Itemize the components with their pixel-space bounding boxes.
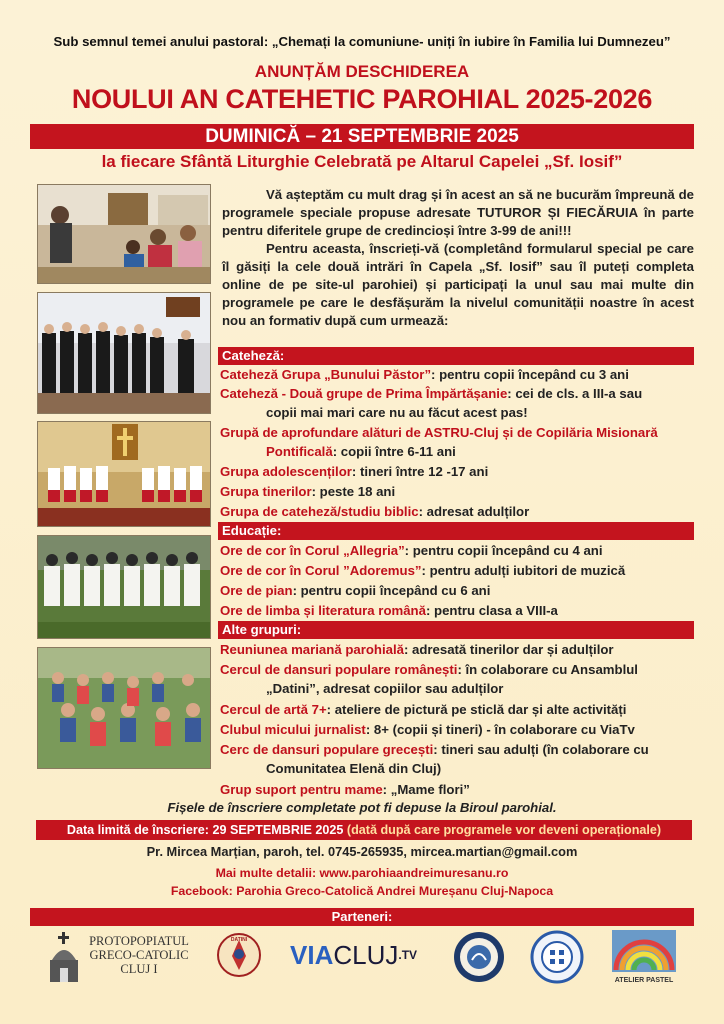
date-banner: DUMINICĂ – 21 SEPTEMBRIE 2025: [30, 124, 694, 149]
logo-protopopiat: [46, 930, 196, 984]
partners-heading: Parteneri:: [30, 908, 694, 926]
protopopiat-line-1: PROTOPOPIATUL: [89, 934, 189, 948]
viacluj-via: VIA: [290, 940, 334, 970]
list-item: Ore de cor în Corul ”Adoremus”: pentru adulți iubitori de muzică: [220, 563, 626, 578]
forms-note: Fișele de înscriere completate pot fi depuse la Biroul parohial.: [167, 800, 557, 815]
church-icon: [46, 930, 82, 984]
intro-text: [222, 186, 694, 330]
list-item: Cercul de artă 7+: ateliere de pictură pe sticlă dar și alte activități: [220, 702, 627, 717]
list-item: Cateheză Grupa „Bunului Păstor”: pentru copii începând cu 3 ani: [220, 367, 629, 382]
photo-folk-dance-group: [37, 535, 211, 639]
list-item: Cerc de dansuri populare grecești: tineri sau adulți (în colaborare cu Comunitatea Elenă din Cluj): [220, 742, 649, 776]
photo-children-choir-altar: [37, 421, 211, 527]
atelier-label: ATELIER PASTEL: [614, 977, 674, 984]
list-item: Cateheză - Două grupe de Prima Împărtășanie: cei de cls. a III-a sau copii mai mari care nu au făcut acest pas!: [220, 386, 643, 420]
list-item: Ore de cor în Corul „Allegria”: pentru copii începând cu 4 ani: [220, 543, 603, 558]
section-educatie: Educație:: [218, 522, 694, 540]
viacluj-tv: .TV: [398, 948, 418, 962]
logo-elena-community: [530, 930, 584, 984]
list-item: Grupa tinerilor: peste 18 ani: [220, 484, 396, 499]
logo-astru-seal: [452, 930, 506, 984]
list-item: Cercul de dansuri populare românești: în colaborare cu Ansamblul „Datini”, adresat copiilor sau adulților: [220, 662, 638, 696]
page-title: NOULUI AN CATEHETIC PAROHIAL 2025-2026: [71, 84, 653, 114]
rainbow-icon: [612, 930, 676, 972]
list-item: Grupă de aprofundare alături de ASTRU-Cluj și de Copilăria Misionară Pontificală: copii între 6-11 ani: [220, 425, 658, 459]
photo-children-catechesis: [37, 184, 211, 284]
seal-icon: [452, 930, 506, 984]
datini-label: DATINI: [230, 937, 248, 943]
greek-community-icon: [530, 930, 584, 984]
list-item: Grup suport pentru mame: „Mame flori”: [220, 782, 470, 797]
list-item: Reuniunea mariană parohială: adresată tinerilor dar și adulților: [220, 642, 614, 657]
intro-paragraph-2: Pentru aceasta, înscrieți-vă (completând formularul special pe care îl găsiți la cele două intrări în Capela „Sf. Iosif” sau îl puteți completa online de pe site-ul parohiei) și participați la unul sau mai multe din programele pe care le desfășurăm la nivelul comunității noastre în acest nou an formativ după cum urmează:: [222, 241, 694, 328]
photo-choir-chapel: [37, 292, 211, 414]
list-item: Ore de pian: pentru copii începând cu 6 ani: [220, 583, 491, 598]
list-item: Clubul micului jurnalist: 8+ (copii și tineri) - în colaborare cu ViaTv: [220, 722, 635, 737]
logo-viacluj-tv: [290, 930, 430, 984]
logo-datini: [216, 930, 262, 984]
website-link[interactable]: Mai multe detalii: www.parohiaandreimuresanu.ro: [215, 866, 509, 880]
list-item: Grupa de cateheză/studiu biblic: adresat adulților: [220, 504, 530, 519]
pastoral-theme: Sub semnul temei anului pastoral: „Chemați la comuniune- uniți în iubire în Familia lui Dumnezeu”: [53, 34, 671, 49]
list-item: Grupa adolescenților: tineri între 12 -17 ani: [220, 464, 489, 479]
section-cateheza: Cateheză:: [218, 347, 694, 365]
photo-youth-group-outdoor: [37, 647, 211, 769]
section-alte-grupuri: Alte grupuri:: [218, 621, 694, 639]
intro-paragraph-1: Vă așteptăm cu mult drag și în acest an să ne bucurăm împreună de programele speciale propuse adresate TUTUROR ȘI FIECĂRUIA în parte pentru diferitele grupe de credincioși între 3-99 de ani!!!: [222, 187, 694, 238]
contact-line[interactable]: Pr. Mircea Marțian, paroh, tel. 0745-265935, mircea.martian@gmail.com: [146, 844, 578, 859]
facebook-link[interactable]: Facebook: Parohia Greco-Catolică Andrei Mureșanu Cluj-Napoca: [170, 884, 554, 898]
protopopiat-line-3: CLUJ I: [120, 962, 158, 976]
deadline-label: Data limită de înscriere: 29 SEPTEMBRIE 2025: [66, 823, 344, 837]
protopopiat-line-2: GRECO-CATOLIC: [89, 948, 189, 962]
deadline-note: (dată după care programele vor deveni operaționale): [343, 823, 662, 837]
announce-heading: ANUNȚĂM DESCHIDEREA: [254, 62, 470, 81]
liturgy-subtitle: la fiecare Sfântă Liturghie Celebrată pe Altarul Capelei „Sf. Iosif”: [101, 152, 623, 171]
viacluj-cluj: CLUJ: [333, 940, 399, 970]
deadline-banner: [36, 820, 692, 840]
logo-atelier-pastel: [612, 930, 676, 984]
list-item: Ore de limba și literatura română: pentru clasa a VIII-a: [220, 603, 558, 618]
